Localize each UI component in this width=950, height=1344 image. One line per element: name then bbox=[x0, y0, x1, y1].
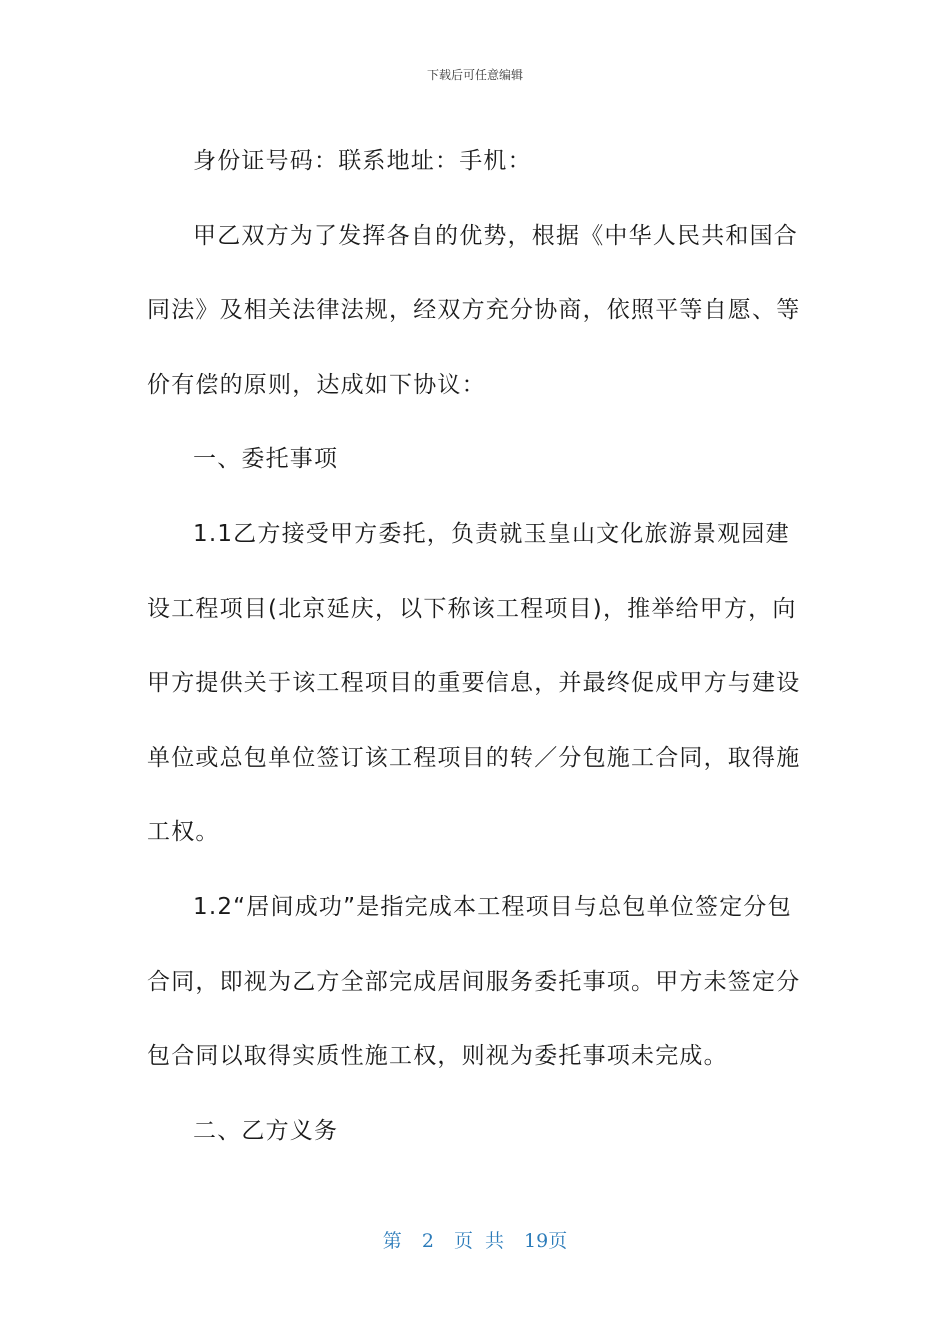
footer-prefix: 第 bbox=[382, 1230, 402, 1252]
paragraph-contact-info: 身份证号码：联系地址：手机： bbox=[193, 148, 532, 174]
paragraph-clause-1-1: 1.1乙方接受甲方委托，负责就玉皇山文化旅游景观园建设工程项目(北京延庆，以下称该工程项目)，推举给甲方，向甲方提供关于该工程项目的重要信息，并最终促成甲方与建设单位或总包单位签订该工程项目的转／分包施工合同，取得施工权。 bbox=[147, 520, 801, 846]
section-heading-1: 一、委托事项 bbox=[193, 446, 339, 473]
page-header: 下载后可任意编辑 bbox=[426, 68, 523, 82]
footer-total-pages: 19页 bbox=[524, 1230, 568, 1252]
paragraph-clause-1-2: 1.2“居间成功”是指完成本工程项目与总包单位签定分包合同，即视为乙方全部完成居间服务委托事项。甲方未签定分包合同以取得实质性施工权，则视为委托事项未完成。 bbox=[147, 893, 801, 1070]
section-heading-2: 二、乙方义务 bbox=[193, 1117, 339, 1144]
page-footer bbox=[0, 1226, 950, 1253]
paragraph-preamble: 甲乙双方为了发挥各自的优势，根据《中华人民共和国合同法》及相关法律法规，经双方充分协商，依照平等自愿、等价有偿的原则，达成如下协议： bbox=[147, 222, 801, 398]
document-body bbox=[147, 124, 807, 1168]
footer-current-page: 2 bbox=[421, 1230, 434, 1252]
footer-middle: 页 共 bbox=[453, 1230, 504, 1252]
